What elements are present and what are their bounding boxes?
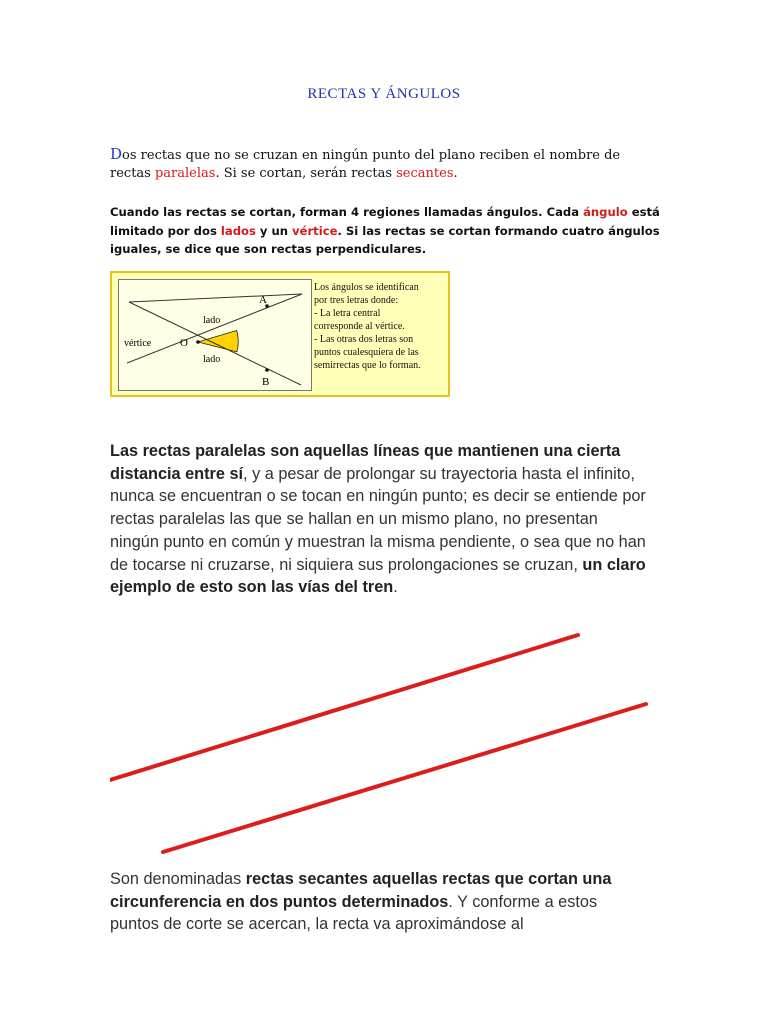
term-secantes: secantes [396,166,454,181]
note-line: semirrectas que lo forman. [314,360,421,371]
label-vertice: vértice [124,338,152,349]
parallel-lines-image [110,630,650,855]
angles-text-3: y un [255,223,293,238]
point-b [265,368,269,372]
note-line: por tres letras donde: [314,295,399,306]
parallel-line-top [110,635,578,780]
angles-text-1: Cuando las rectas se cortan, forman 4 regiones llamadas ángulos. Cada [110,205,584,219]
vertex-o [196,340,200,344]
term-lados: lados [220,223,256,238]
angles-text-2: está limitado por dos [110,205,660,238]
parallel-bold-1: Las rectas paralelas son aquellas líneas que mantienen una cierta distancia entre sí [110,442,621,483]
label-lado-bottom: lado [203,354,221,365]
label-b: B [262,376,270,388]
parallel-lines-svg [110,630,650,855]
note-line: corresponde al vértice. [314,321,405,332]
parallel-text-1: , y a pesar de prolongar su trayectoria hasta el infinito, nunca se encuentran o se tocan en ningún punto; es decir se entiende por rectas paralelas las que se hallan en un mismo plano, no presentan ningún punto en común y muestran la misma pendiente, o sea que no han de tocarse ni cruzarse, ni siquiera sus prolongaciones se cruzan, [110,464,646,574]
parallel-bold-2: un claro ejemplo de esto son las vías del tren [110,555,646,597]
secant-text-2: . Y conforme a estos puntos de corte se acercan, la recta va aproximándose al [110,892,598,934]
note-line: - Las otras dos letras son [314,334,414,345]
term-paralelas: paralelas [154,166,216,181]
parallel-text-2: . [393,578,398,597]
label-a: A [259,294,267,306]
page-title: RECTAS Y ÁNGULOS [307,86,461,102]
note-line: - La letra central [314,308,381,319]
ray-a-line [129,294,302,302]
angles-paragraph [110,203,670,259]
angles-text-4: . Si las rectas se cortan formando cuatro ángulos iguales, se dice que son rectas perpendiculares. [110,223,660,256]
line-oa [127,294,302,363]
term-angulo: ángulo [583,205,628,219]
term-vertice: vértice [292,223,338,238]
parallel-paragraph [110,440,650,599]
note-line: Los ángulos se identifican [314,282,419,293]
parallel-line-bottom [163,704,646,852]
note-line: puntos cualesquiera de las [314,347,419,358]
figure-note [314,281,450,372]
label-o: O [180,337,188,349]
angle-wedge [198,331,238,352]
angle-figure [110,271,450,397]
drop-letter: D [110,145,123,163]
label-lado-top: lado [203,315,221,326]
intro-text-3: . [453,166,458,181]
intro-text-2: . Si se cortan, serán rectas [215,166,397,181]
intro-text-1: os rectas que no se cruzan en ningún punto del plano reciben el nombre de rectas [110,148,621,181]
intro-paragraph [110,145,630,183]
secant-paragraph [110,868,650,936]
secant-text-1: Son denominadas [110,870,246,888]
angle-diagram-svg [119,280,311,390]
angle-diagram [118,279,312,391]
secant-bold-1: rectas secantes aquellas rectas que cortan una circunferencia en dos puntos determinados [110,870,612,911]
